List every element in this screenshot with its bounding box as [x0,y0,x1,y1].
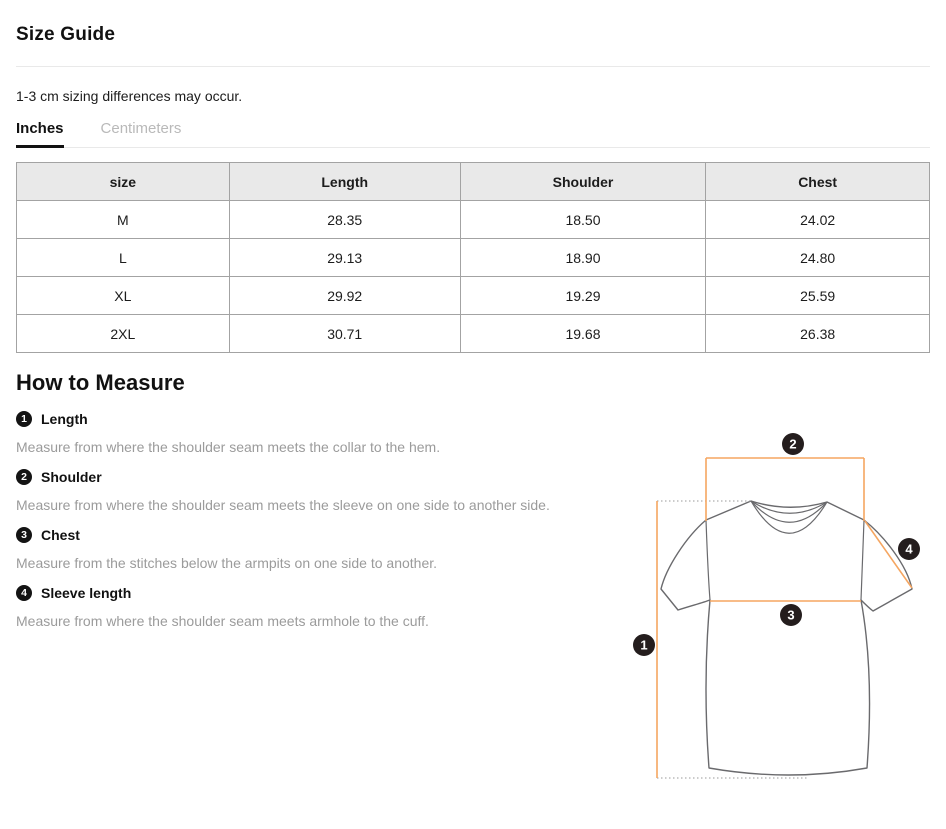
measure-item-head [16,411,616,427]
cell-chest: 26.38 [706,315,930,353]
cell-chest: 24.80 [706,239,930,277]
table-row [17,201,930,239]
marker-number-1: 1 [640,637,648,653]
measure-item-head [16,585,616,601]
table-row [17,277,930,315]
cell-shoulder: 19.68 [460,315,706,353]
col-header-size: size [17,163,230,201]
cell-shoulder: 18.90 [460,239,706,277]
tshirt-diagram-svg [628,425,946,829]
table-row [17,315,930,353]
col-header-length: Length [229,163,460,201]
cell-length: 28.35 [229,201,460,239]
measure-item-description: Measure from the stitches below the armpits on one side to another. [16,555,438,571]
page-title: Size Guide [16,24,116,45]
number-badge-1: 1 [16,411,32,427]
number-badge-3: 3 [16,527,32,543]
cell-size: XL [17,277,230,315]
measure-item-label: Length [41,411,88,427]
unit-tabs [16,120,930,148]
tab-inches[interactable]: Inches [16,120,64,147]
col-header-chest: Chest [706,163,930,201]
number-badge-2: 2 [16,469,32,485]
tshirt-outline [661,501,912,775]
measure-item-description: Measure from where the shoulder seam meets the collar to the hem. [16,439,441,455]
cell-shoulder: 19.29 [460,277,706,315]
cell-chest: 24.02 [706,201,930,239]
measure-item-head [16,527,616,543]
size-table-header-row [17,163,930,201]
measure-item-head [16,469,616,485]
cell-shoulder: 18.50 [460,201,706,239]
marker-number-3: 3 [787,607,795,623]
cell-size: L [17,239,230,277]
cell-size: M [17,201,230,239]
marker-number-2: 2 [789,436,797,452]
tshirt-measurement-diagram [628,425,946,829]
marker-number-4: 4 [905,541,913,557]
how-to-measure-heading: How to Measure [16,370,185,395]
measure-item-description: Measure from where the shoulder seam meets the sleeve on one side to another side. [16,497,550,513]
tab-centimeters[interactable]: Centimeters [100,120,182,137]
cell-length: 29.92 [229,277,460,315]
measure-item-label: Shoulder [41,469,102,485]
cell-length: 29.13 [229,239,460,277]
size-table [16,162,930,353]
title-divider [16,66,930,67]
sizing-note: 1-3 cm sizing differences may occur. [16,88,243,104]
table-row [17,239,930,277]
measure-list [16,411,616,630]
measure-item-sleeve-length [16,585,616,630]
cell-size: 2XL [17,315,230,353]
measure-item-label: Chest [41,527,80,543]
number-badge-4: 4 [16,585,32,601]
measure-item-description: Measure from where the shoulder seam meets armhole to the cuff. [16,613,429,629]
measure-item-length [16,411,616,456]
cell-length: 30.71 [229,315,460,353]
measure-item-shoulder [16,469,616,514]
measure-item-label: Sleeve length [41,585,132,601]
cell-chest: 25.59 [706,277,930,315]
col-header-shoulder: Shoulder [460,163,706,201]
measure-item-chest [16,527,616,572]
